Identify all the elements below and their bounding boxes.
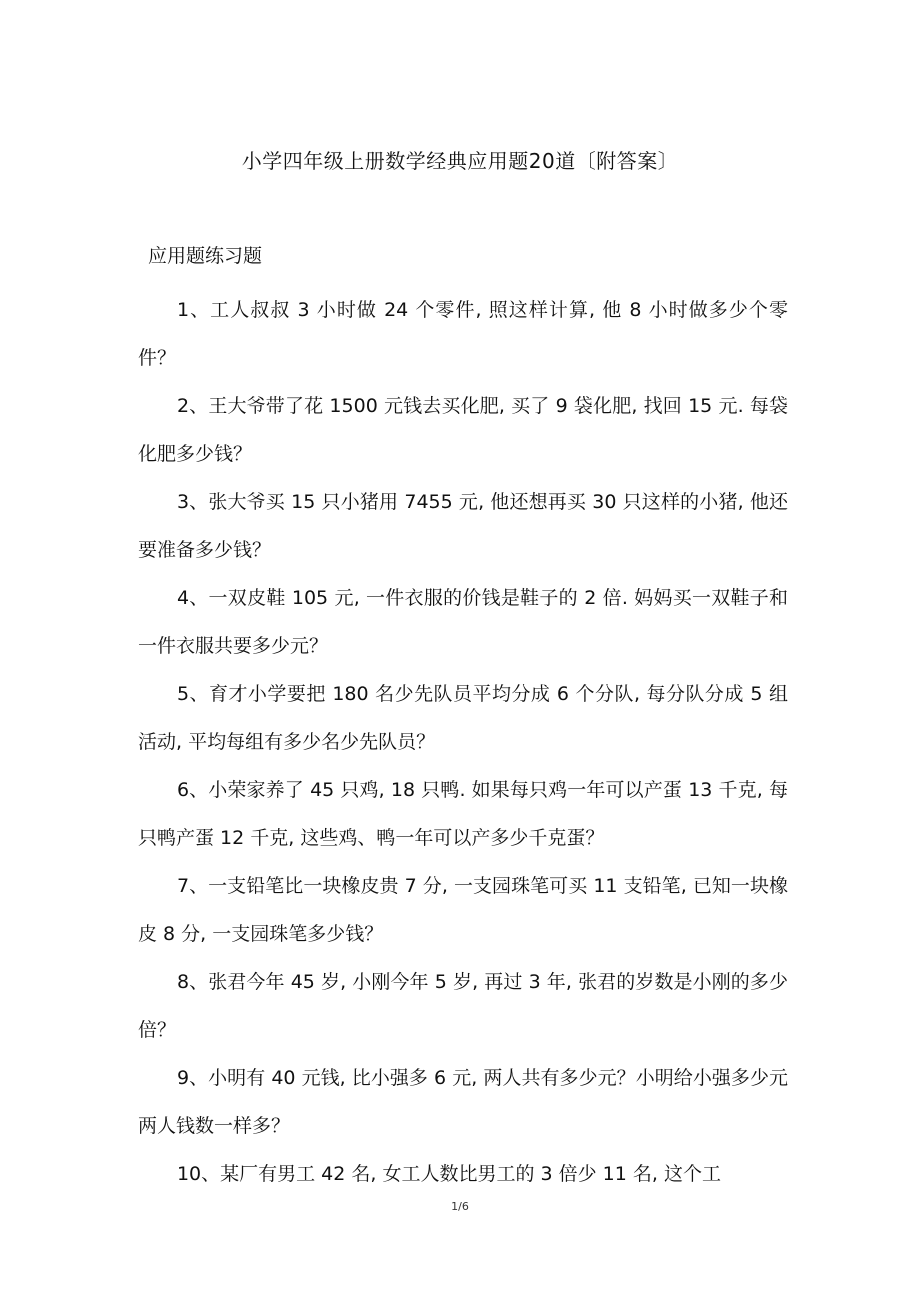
problem-item: 4、一双皮鞋 105 元, 一件衣服的价钱是鞋子的 2 倍. 妈妈买一双鞋子和一件衣服共要多少元？ xyxy=(138,587,788,657)
problem-item: 3、张大爷买 15 只小猪用 7455 元, 他还想再买 30 只这样的小猪, 他还要准备多少钱？ xyxy=(138,491,788,561)
problem-item: 9、小明有 40 元钱, 比小强多 6 元, 两人共有多少元？小明给小强多少元两人钱数一样多？ xyxy=(138,1067,788,1137)
problem-item: 1、工人叔叔 3 小时做 24 个零件, 照这样计算, 他 8 小时做多少个零件？ xyxy=(138,299,788,369)
problem-item: 5、育才小学要把 180 名少先队员平均分成 6 个分队, 每分队分成 5 组活动, 平均每组有多少名少先队员？ xyxy=(138,683,788,753)
problem-item: 8、张君今年 45 岁, 小刚今年 5 岁, 再过 3 年, 张君的岁数是小刚的多少倍？ xyxy=(138,971,788,1041)
problem-item: 6、小荣家养了 45 只鸡, 18 只鸭. 如果每只鸡一年可以产蛋 13 千克, 每只鸭产蛋 12 千克, 这些鸡、鸭一年可以产多少千克蛋？ xyxy=(138,779,788,849)
problem-item: 2、王大爷带了花 1500 元钱去买化肥, 买了 9 袋化肥, 找回 15 元. 每袋化肥多少钱？ xyxy=(138,395,788,465)
page-title: 小学四年级上册数学经典应用题20道〔附答案〕 xyxy=(241,149,679,173)
problem-list xyxy=(138,286,788,1198)
problem-item: 7、一支铅笔比一块橡皮贵 7 分, 一支园珠笔可买 11 支铅笔, 已知一块橡皮 8 分, 一支园珠笔多少钱？ xyxy=(138,875,788,945)
page-number: 1/6 xyxy=(451,1200,469,1213)
section-heading: 应用题练习题 xyxy=(148,245,263,267)
problem-item: 10、某厂有男工 42 名, 女工人数比男工的 3 倍少 11 名, 这个工 xyxy=(176,1163,721,1185)
